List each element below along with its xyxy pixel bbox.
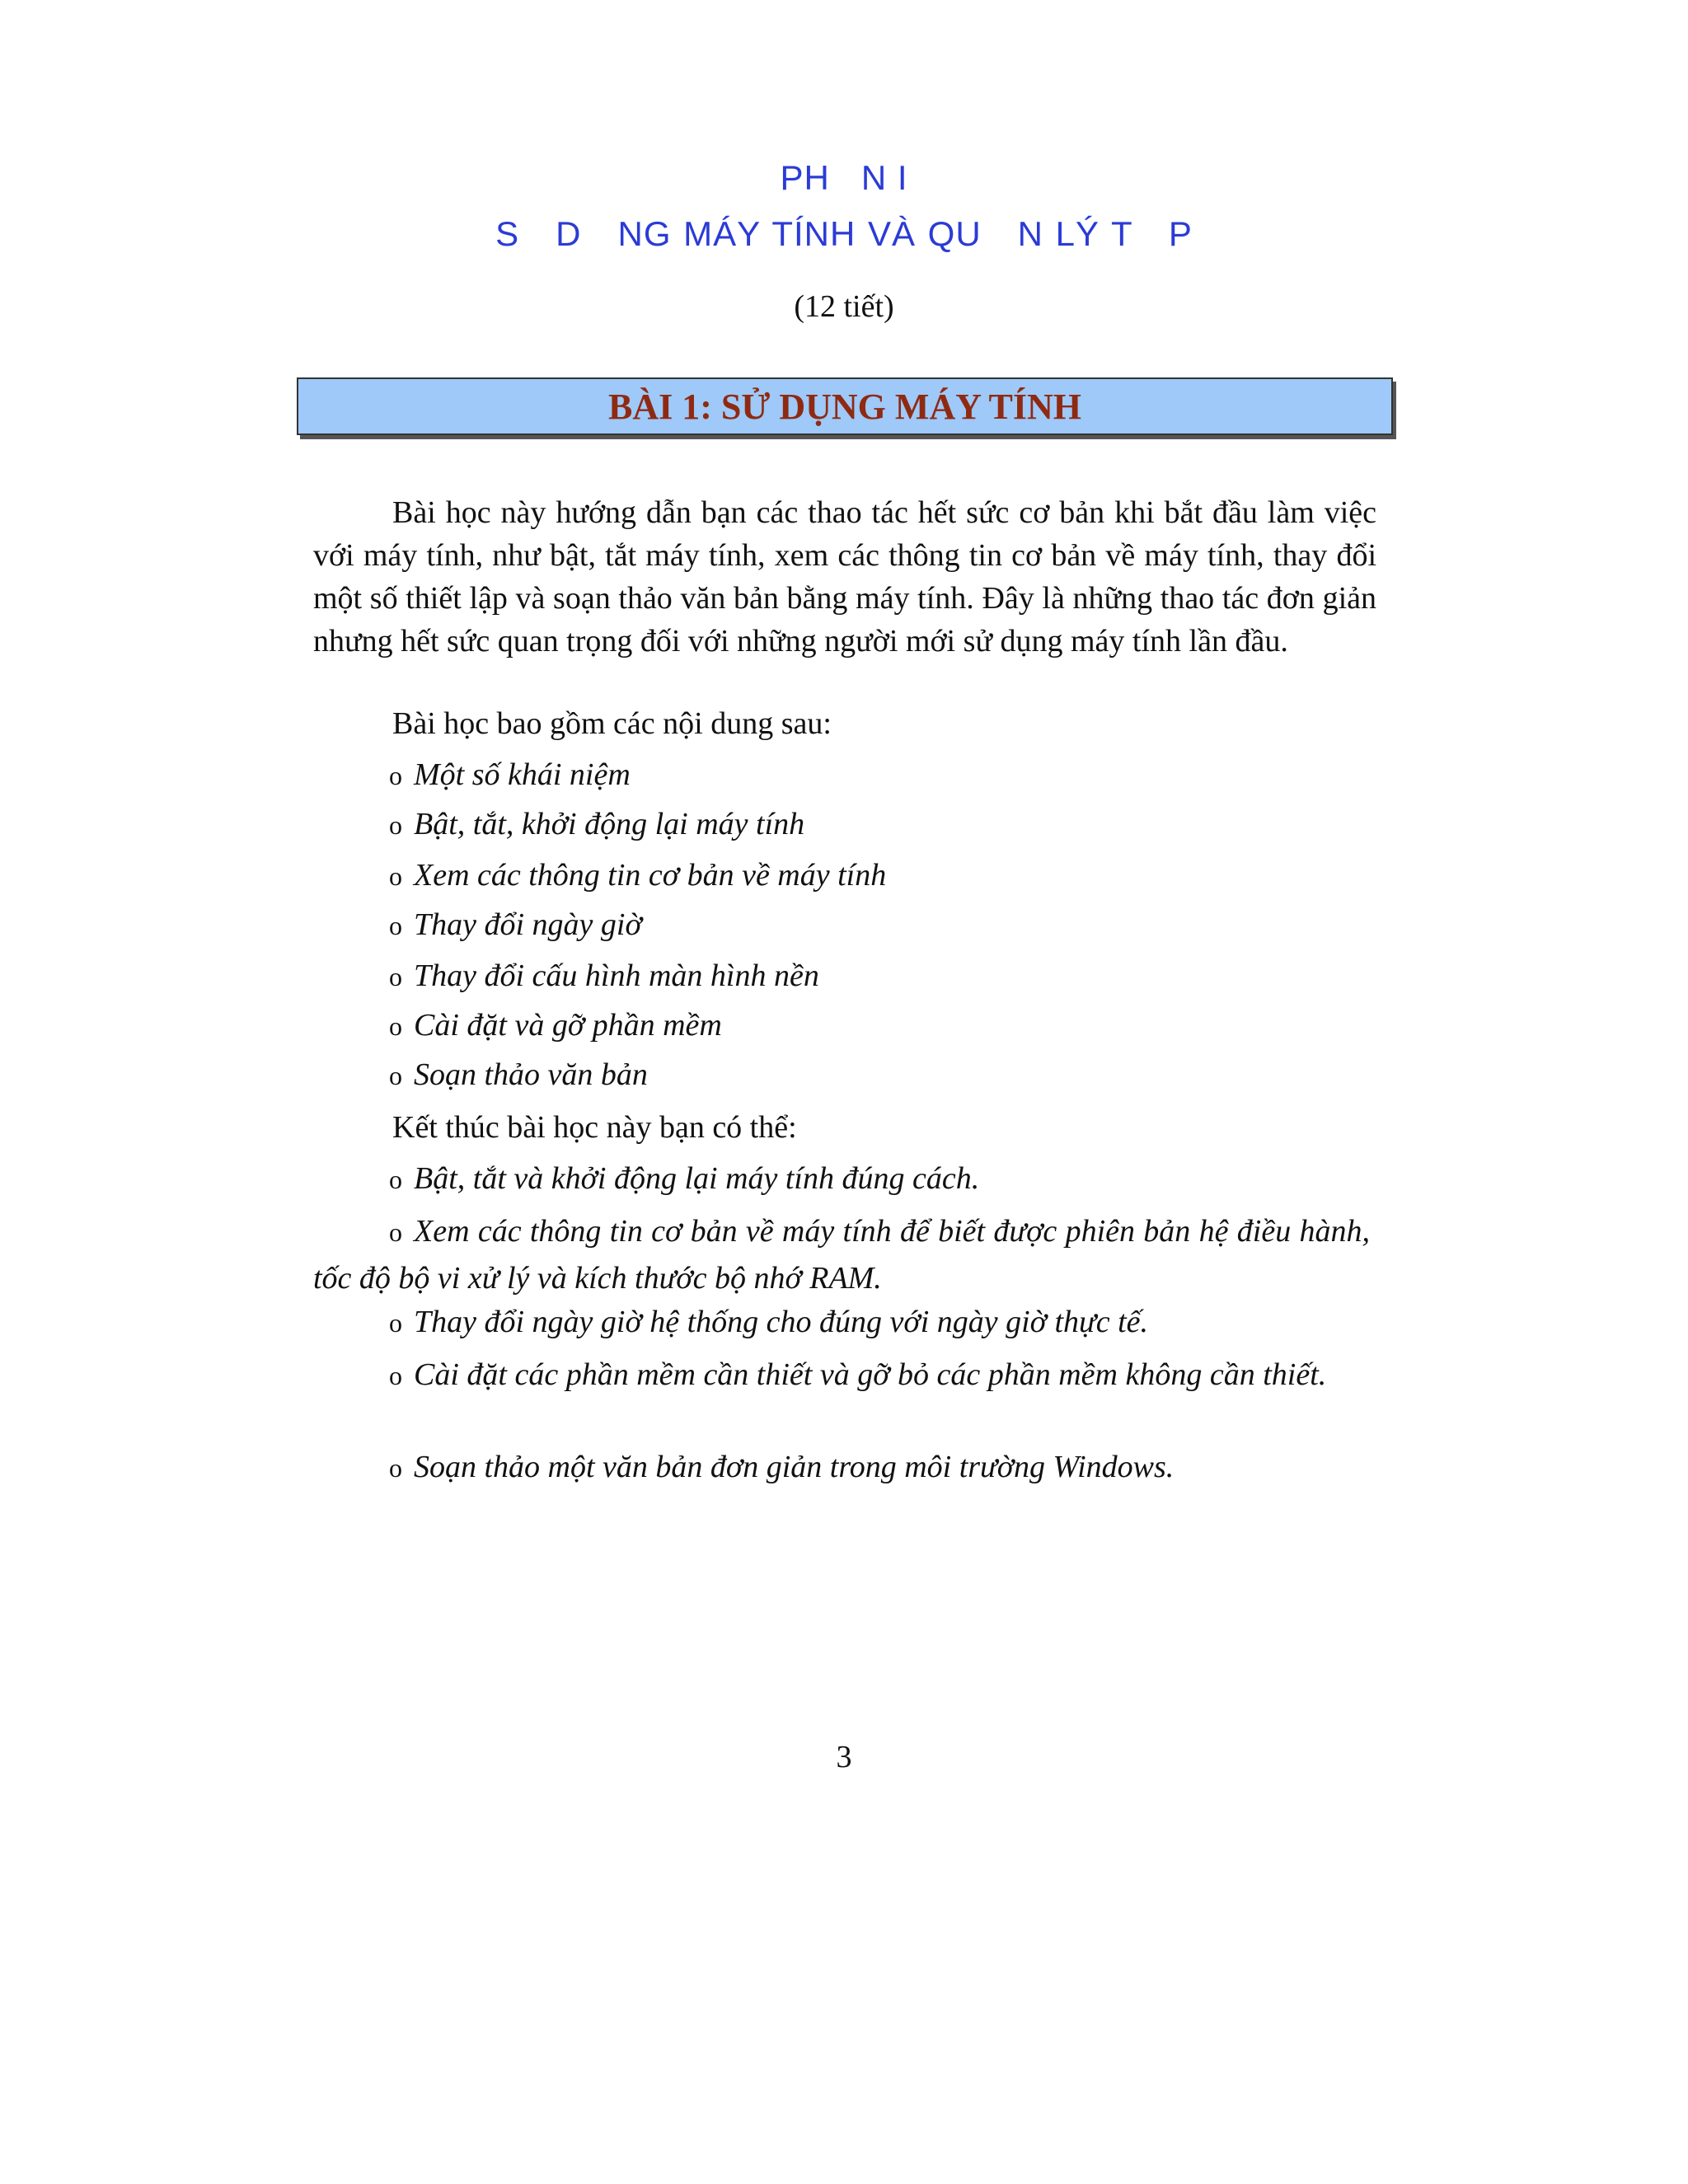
period-label: (12 tiết) [794,289,894,324]
bullet-mark: o [389,962,402,991]
content-item-text: Thay đổi ngày giờ [414,907,642,942]
content-item [389,958,819,994]
content-item [389,806,804,842]
lesson-title: BÀI 1: SỬ DỤNG MÁY TÍNH [607,387,1082,427]
bullet-mark: o [389,1217,402,1247]
content-item-text: Thay đổi cấu hình màn hình nền [414,958,819,993]
content-item [389,1007,722,1043]
content-item [389,907,642,943]
content-item-text: Xem các thông tin cơ bản về máy tính [414,858,887,893]
part-subtitle: S D NG MÁY TÍNH VÀ QU N LÝ T P [495,214,1193,253]
lesson-title-box [297,377,1393,435]
content-item [389,857,886,893]
contents-heading: Bài học bao gồm các nội dung sau: [392,706,832,741]
outcome-item [389,1449,1174,1485]
bullet-mark: o [389,1011,402,1041]
content-item-text: Bật, tắt, khởi động lại máy tính [414,807,805,841]
bullet-mark: o [389,861,402,891]
part-title: PH N I [780,158,908,197]
content-item-text: Cài đặt và gỡ phần mềm [414,1008,722,1043]
content-item [389,757,631,793]
bullet-mark: o [389,810,402,840]
outcome-item-text: Xem các thông tin cơ bản về máy tính để biết được phiên bản hệ điều hành, tốc độ bộ vi xử lý và kích thước bộ nhớ RAM. [313,1214,1370,1296]
content-item-text: Soạn thảo văn bản [414,1057,648,1092]
bullet-mark: o [389,761,402,790]
outcome-item-text: Soạn thảo một văn bản đơn giản trong môi trường Windows. [414,1450,1175,1484]
outcome-item-text: Bật, tắt và khởi động lại máy tính đúng cách. [414,1161,980,1196]
outcomes-heading: Kết thúc bài học này bạn có thể: [392,1110,797,1145]
bullet-mark: o [389,1061,402,1090]
content-item-text: Một số khái niệm [414,757,631,792]
outcome-item [313,1208,1370,1301]
outcome-item [389,1160,979,1197]
bullet-mark: o [389,911,402,940]
outcome-item-text: Thay đổi ngày giờ hệ thống cho đúng với ngày giờ thực tế. [414,1305,1149,1339]
page-number: 3 [836,1740,852,1774]
bullet-mark: o [389,1361,402,1390]
outcome-item [313,1352,1370,1399]
bullet-mark: o [389,1453,402,1483]
bullet-mark: o [389,1165,402,1194]
outcome-item [389,1304,1148,1340]
content-item [389,1057,648,1093]
intro-paragraph: Bài học này hướng dẫn bạn các thao tác hết sức cơ bản khi bắt đầu làm việc với máy tính, như bật, tắt máy tính, xem các thông tin cơ bản về máy tính, thay đổi một số thiết lập và soạn thảo văn bản bằng máy tính. Đây là những thao tác đơn giản nhưng hết sức quan trọng đối với những người mới sử dụng máy tính lần đầu. [313,495,1376,658]
outcome-item-text: Cài đặt các phần mềm cần thiết và gỡ bỏ các phần mềm không cần thiết. [414,1357,1327,1392]
bullet-mark: o [389,1308,402,1338]
